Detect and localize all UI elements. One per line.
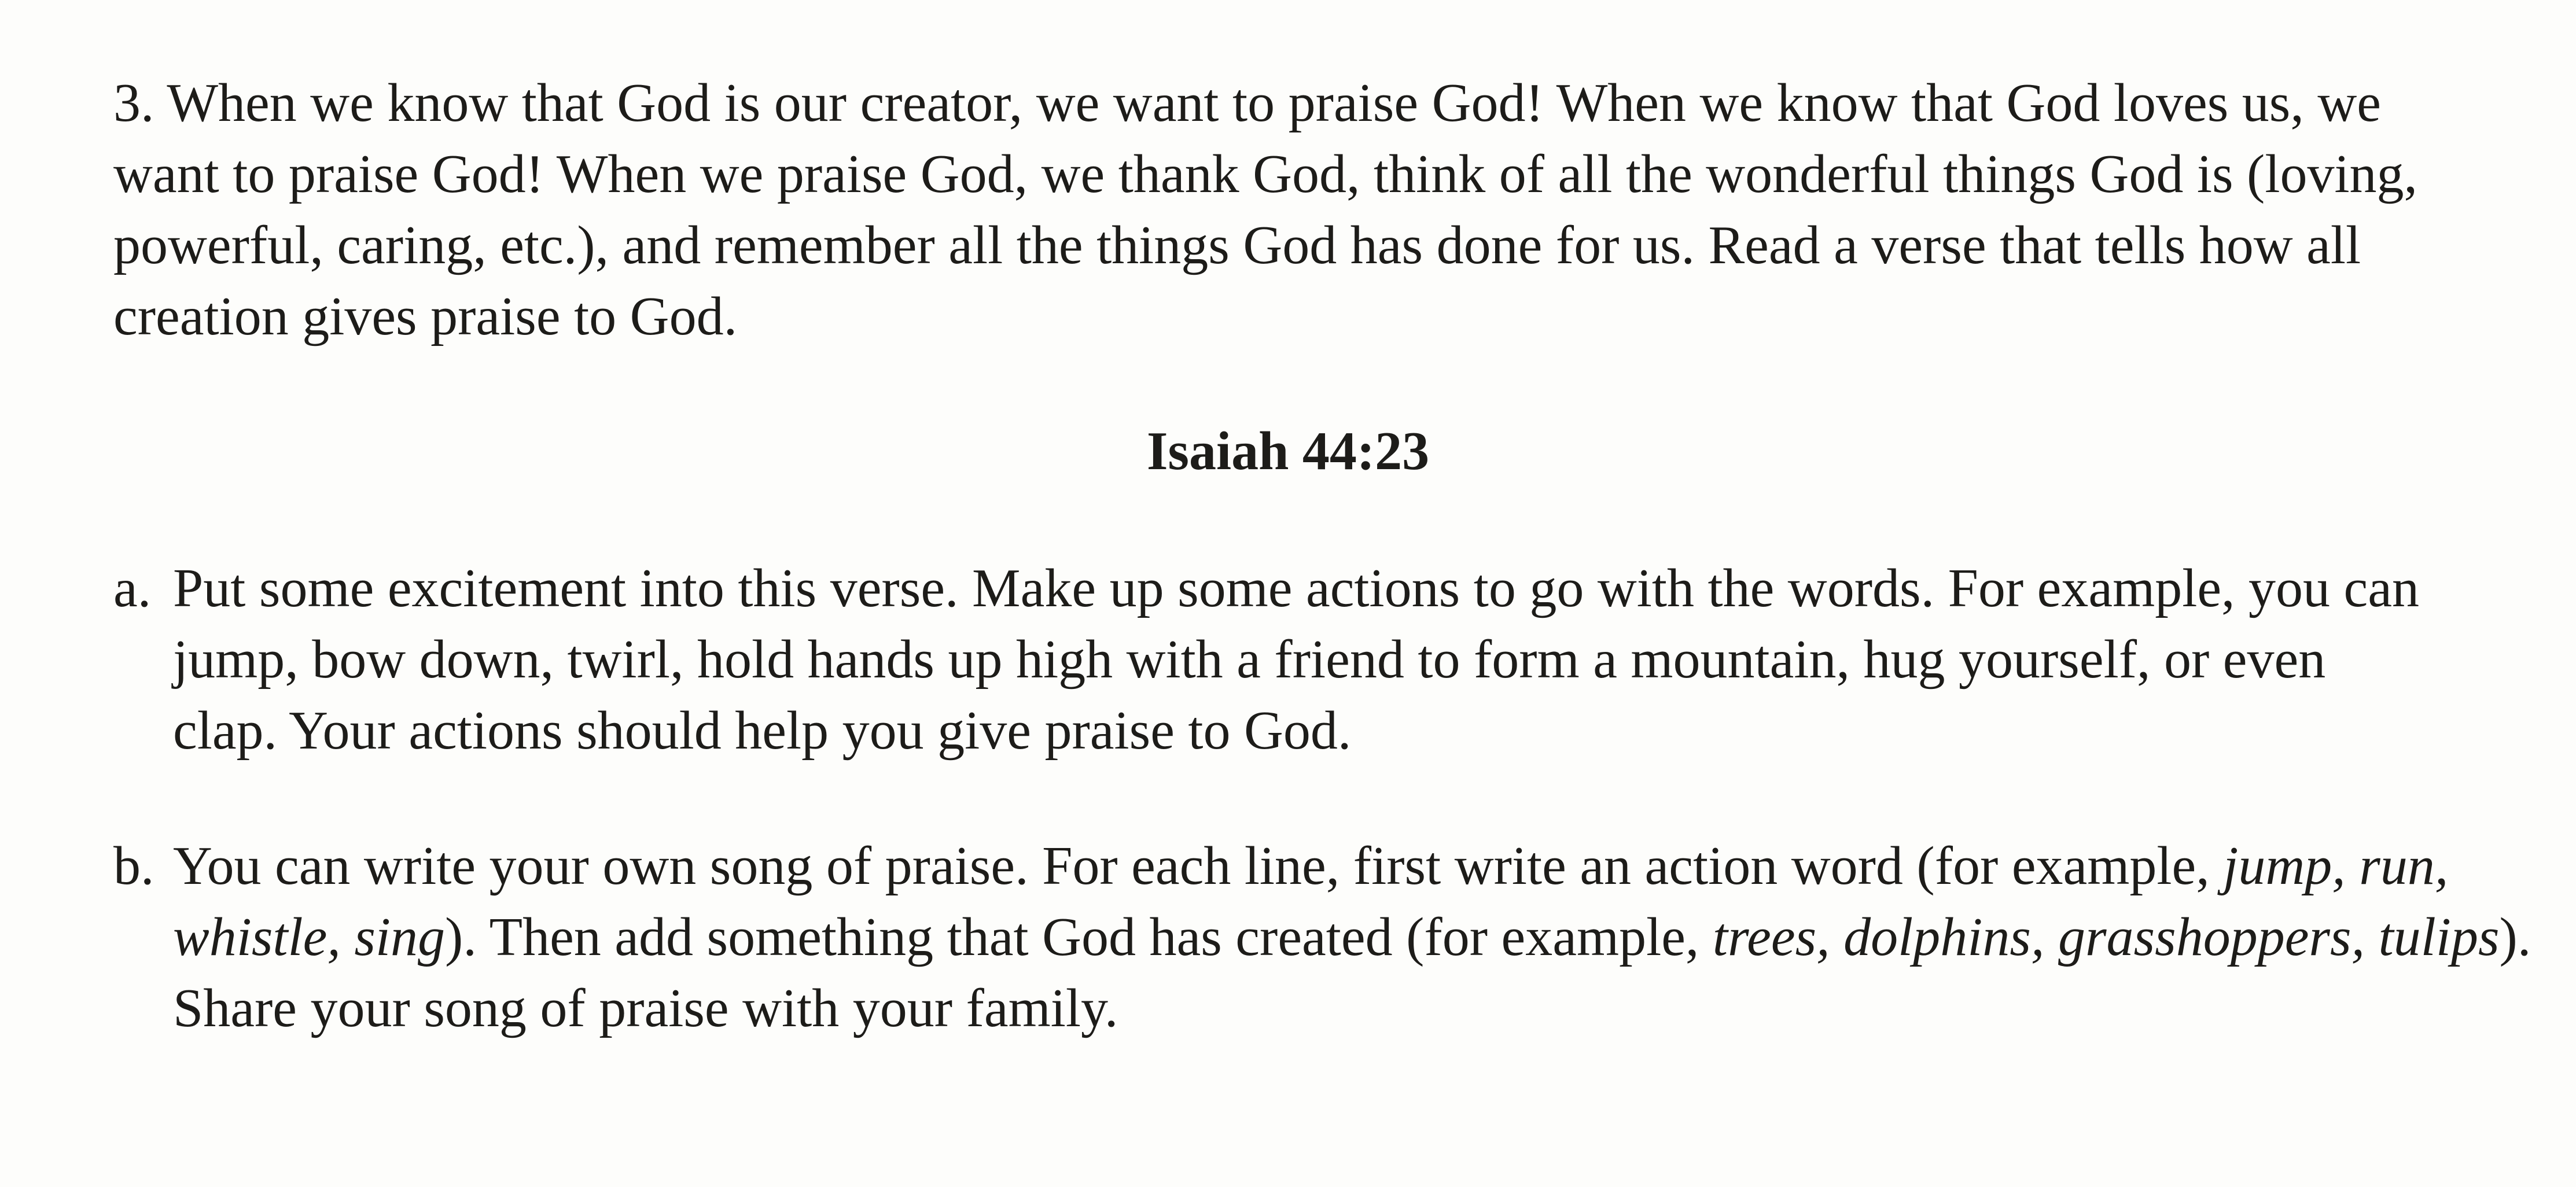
list-marker-a: a. — [113, 558, 152, 618]
item-b-line-2-end: ). — [2499, 907, 2531, 967]
intro-line-2: want to praise God! When we praise God, we thank God, think of all the wonderful things God is (loving, — [113, 144, 2418, 204]
item-b-line-1 — [173, 831, 2544, 902]
item-a-line-2: jump, bow down, twirl, hold hands up high with a friend to form a mountain, hug yourself, or even — [173, 629, 2326, 690]
intro-line-3: powerful, caring, etc.), and remember all the things God has done for us. Read a verse that tells how all — [113, 215, 2361, 275]
list-item-a-body — [113, 553, 2544, 766]
list-marker-b: b. — [113, 836, 154, 896]
item-b-example-actions-1: jump, run, — [2223, 836, 2449, 896]
item-b-example-creations: trees, dolphins, grasshoppers, tulips — [1712, 907, 2500, 967]
item-a-line-1: Put some excitement into this verse. Make up some actions to go with the words. For example, you can — [173, 558, 2419, 618]
item-b-line-2 — [173, 902, 2544, 973]
verse-reference-heading: Isaiah 44:23 — [1146, 421, 1430, 481]
intro-number: 3. — [113, 73, 154, 133]
item-b-line-1-text: You can write your own song of praise. For each line, first write an action word (for example, — [173, 836, 2224, 896]
intro-line-1-text: When we know that God is our creator, we want to praise God! When we know that God loves us, we — [167, 73, 2381, 133]
intro-line-4: creation gives praise to God. — [113, 286, 738, 346]
list-item-b-body — [113, 831, 2544, 1044]
list-item-b — [113, 831, 2544, 1044]
item-b-example-actions-2: whistle, sing — [173, 907, 446, 967]
item-a-line-3: clap. Your actions should help you give praise to God. — [173, 701, 1352, 761]
intro-line-1 — [113, 68, 2526, 139]
item-b-line-2-text: ). Then add something that God has created (for example, — [445, 907, 1713, 967]
intro-paragraph — [113, 68, 2526, 352]
list-item-a — [113, 553, 2544, 766]
item-b-line-3: Share your song of praise with your family. — [173, 978, 1118, 1038]
